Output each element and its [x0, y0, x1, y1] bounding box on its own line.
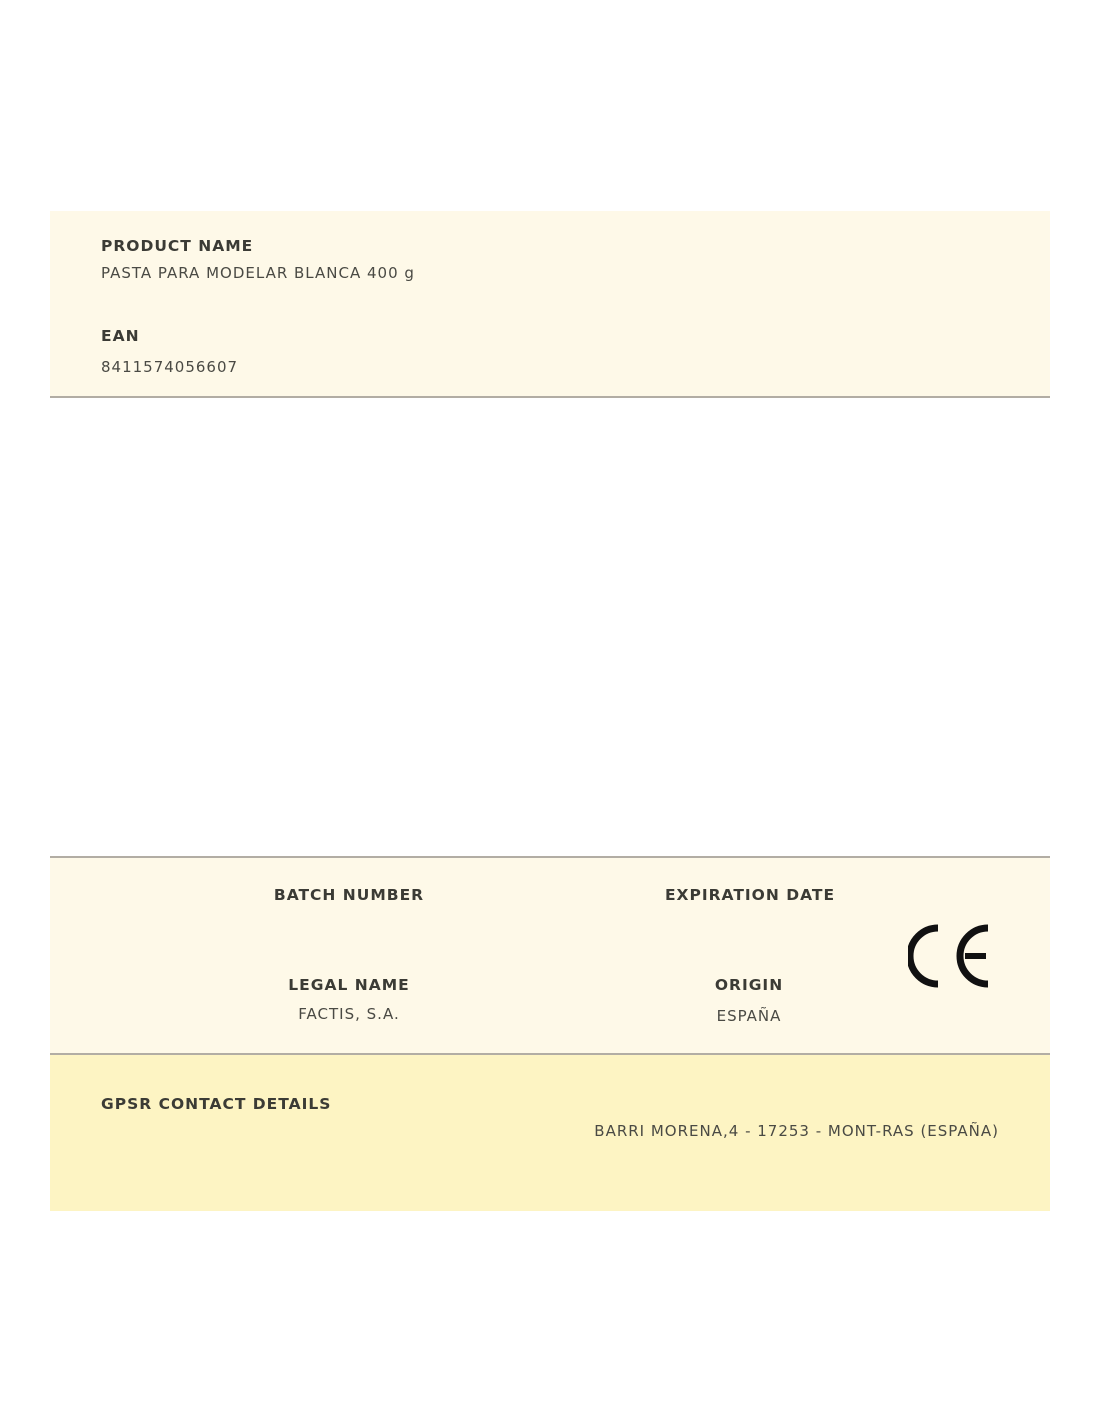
- gpsr-contact-address: BARRI MORENA,4 - 17253 - MONT-RAS (ESPAÑA): [594, 1122, 999, 1140]
- legal-name-label: LEGAL NAME: [288, 976, 410, 994]
- ean-value: 8411574056607: [101, 358, 239, 376]
- expiration-date-label: EXPIRATION DATE: [664, 886, 836, 904]
- product-name-value: PASTA PARA MODELAR BLANCA 400 g: [101, 264, 415, 282]
- ean-label: EAN: [101, 327, 140, 345]
- ce-mark-icon: [908, 924, 992, 988]
- product-name-label: PRODUCT NAME: [101, 237, 254, 255]
- gpsr-contact-label: GPSR CONTACT DETAILS: [101, 1095, 332, 1113]
- legal-name-value: FACTIS, S.A.: [298, 1005, 400, 1023]
- origin-value: ESPAÑA: [716, 1007, 782, 1025]
- product-panel: [50, 211, 1050, 398]
- gpsr-contact-panel: [50, 1055, 1050, 1211]
- product-details-panel: [50, 856, 1050, 1055]
- origin-label: ORIGIN: [714, 976, 784, 994]
- batch-number-label: BATCH NUMBER: [273, 886, 425, 904]
